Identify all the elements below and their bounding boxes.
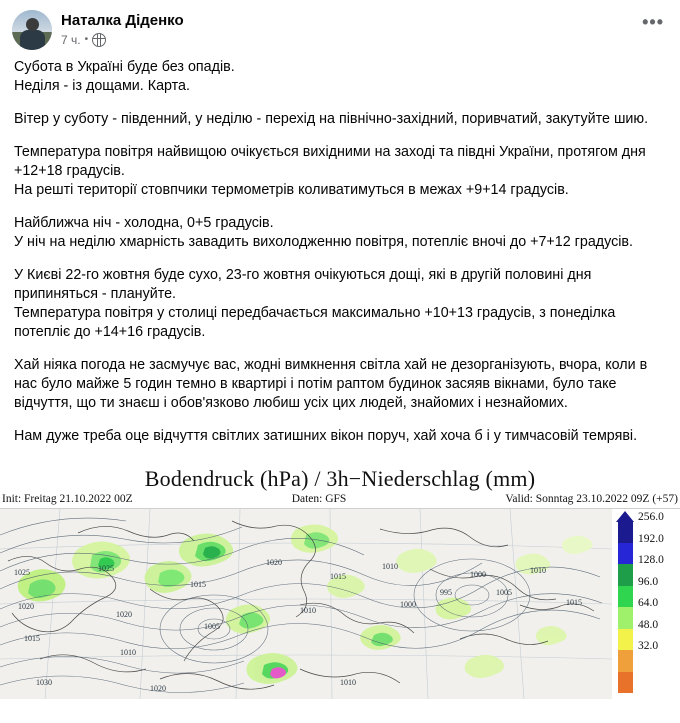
svg-text:1030: 1030: [36, 678, 52, 687]
legend-swatch: [618, 607, 633, 629]
legend-tick: 128.0: [638, 554, 664, 566]
post-header: [0, 0, 680, 54]
legend-tick: 64.0: [638, 597, 659, 609]
post-paragraph: Температура повітря найвищою очікується вихідними на заході та півдні України, протягом дня +12+18 градусів. На решті території стовпчики термометрів коливатимуться в межах +9+14 градусів.: [14, 144, 646, 198]
post-meta: [61, 32, 184, 48]
chart-init-label: Init: Freitag 21.10.2022 00Z: [2, 493, 133, 505]
svg-text:1015: 1015: [330, 572, 346, 581]
svg-text:1020: 1020: [266, 558, 282, 567]
post-timestamp[interactable]: 7 ч.: [61, 33, 81, 47]
legend-tick: 48.0: [638, 618, 659, 631]
globe-icon: [92, 33, 106, 47]
svg-text:1015: 1015: [566, 598, 582, 607]
meta-separator-dot: •: [84, 34, 89, 45]
post-paragraph: Вітер у суботу - південний, у неділю - перехід на північно-західний, поривчатий, закутуйте шию.: [14, 111, 649, 127]
legend-swatch: [618, 521, 633, 543]
svg-text:1005: 1005: [496, 588, 512, 597]
svg-text:1010: 1010: [530, 566, 546, 575]
svg-text:995: 995: [440, 588, 452, 597]
svg-text:1025: 1025: [14, 568, 30, 577]
legend-swatch: [618, 586, 633, 608]
weather-map-attachment[interactable]: [0, 462, 680, 699]
svg-text:1005: 1005: [204, 622, 220, 631]
legend-tick: 256.0: [638, 511, 664, 523]
map-canvas[interactable]: [0, 509, 612, 699]
avatar[interactable]: [12, 10, 52, 50]
post-paragraph: У Києві 22-го жовтня буде сухо, 23-го жовтня очікуються дощі, які в другій половині дня припиняться - плануйте. Температура повітря у столиці передбачається максимально +10+13 градусів, з понеділка потепліє до +14+16 градусів.: [14, 267, 616, 340]
legend-swatch: [618, 672, 633, 694]
legend-swatch: [618, 543, 633, 565]
map-area[interactable]: [0, 508, 680, 699]
legend-color-bar: [618, 521, 633, 693]
chart-source-label: Daten: GFS: [291, 493, 347, 505]
post-header-text: [61, 10, 184, 48]
map-svg: [0, 509, 612, 699]
legend-swatch: [618, 629, 633, 651]
svg-text:1010: 1010: [382, 562, 398, 571]
svg-text:1020: 1020: [116, 610, 132, 619]
chart-valid-label: Valid: Sonntag 23.10.2022 09Z (+57): [505, 493, 678, 505]
legend-tick-labels: [638, 511, 680, 662]
more-options-icon[interactable]: •••: [642, 12, 664, 32]
post-paragraph: Субота в Україні буде без опадів. Неділя - із дощами. Карта.: [14, 59, 235, 94]
legend-tick: 192.0: [638, 532, 664, 545]
svg-text:1010: 1010: [340, 678, 356, 687]
post-paragraph: Хай ніяка погода не засмучує вас, жодні вимкнення світла хай не дезорганізують, вчора, коли в нас було майже 5 годин темно в квартирі і потім раптом будинок засяяв вікнами, було таке відчуття, що ти знаєш і обов'язково любиш усіх цих людей, знайомих і незнайомих.: [14, 357, 648, 411]
svg-text:1000: 1000: [470, 570, 486, 579]
legend-swatch: [618, 564, 633, 586]
precipitation-legend: [612, 509, 680, 699]
svg-text:1015: 1015: [24, 634, 40, 643]
avatar-person-body: [20, 30, 45, 50]
post-text-body: [0, 54, 680, 462]
legend-swatch: [618, 650, 633, 672]
svg-text:1020: 1020: [150, 684, 166, 693]
post-author-name[interactable]: Наталка Діденко: [61, 12, 184, 29]
chart-title: Bodendruck (hPa) / 3h−Niederschlag (mm): [144, 466, 536, 491]
svg-text:1025: 1025: [98, 564, 114, 573]
chart-subtitle-row: [0, 493, 680, 508]
svg-text:1015: 1015: [190, 580, 206, 589]
post-paragraph: Нам дуже треба оце відчуття світлих затишних вікон поруч, хай хоча б і у тимчасовій темряві.: [14, 428, 638, 444]
svg-text:1010: 1010: [300, 606, 316, 615]
svg-text:1010: 1010: [120, 648, 136, 657]
legend-tick: 96.0: [638, 575, 659, 588]
post-paragraph: Найближча ніч - холодна, 0+5 градусів. У ніч на неділю хмарність завадить вихолодженню повітря, потепліє вночі до +7+12 градусів.: [14, 215, 633, 250]
svg-text:1000: 1000: [400, 600, 416, 609]
svg-text:1020: 1020: [18, 602, 34, 611]
avatar-person-head: [26, 18, 39, 31]
legend-tick: 32.0: [638, 640, 659, 652]
